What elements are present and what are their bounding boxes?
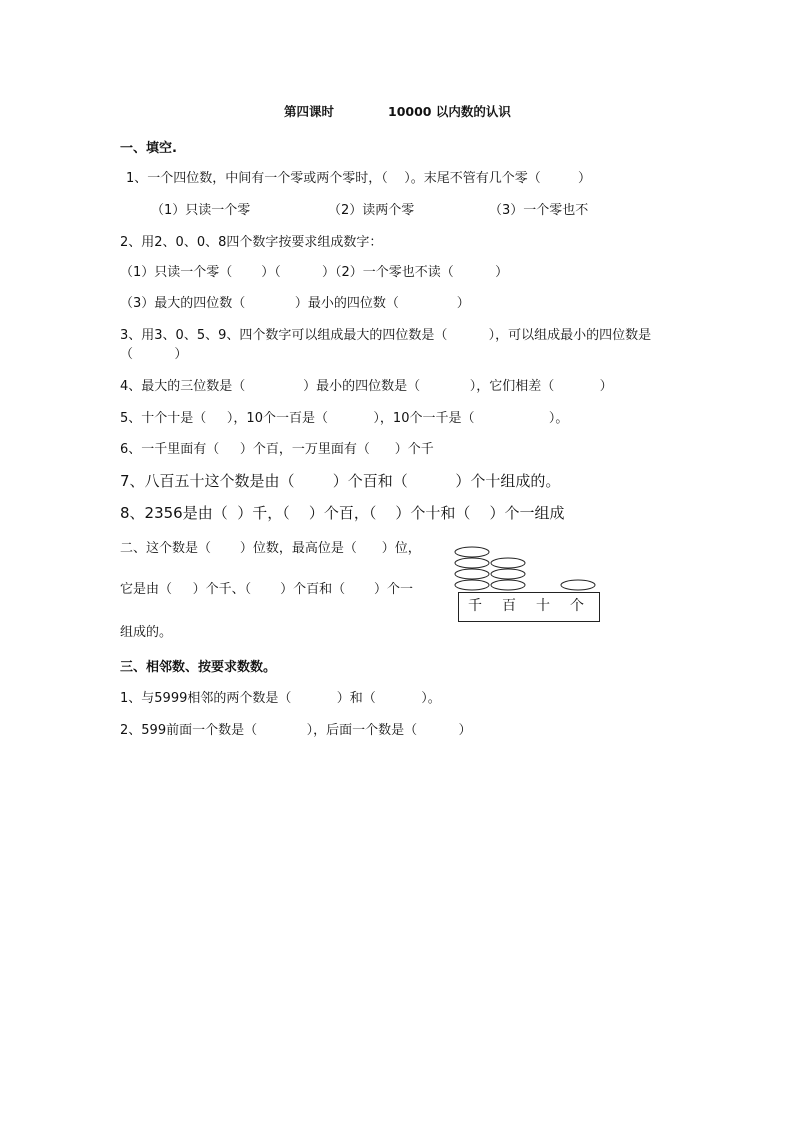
q1-option-b: （2）读两个零 [328, 203, 415, 218]
q1-option-a: （1）只读一个零 [151, 203, 251, 218]
question-4: 4、最大的三位数是（ ）最小的四位数是（ ），它们相差（ ） [120, 379, 613, 394]
question-8: 8、2356是由（ ）千，（ ）个百，（ ）个十和（ ）个一组成 [120, 504, 565, 522]
bead-ones [561, 580, 595, 590]
section2-line-2: 它是由（ ）个千、（ ）个百和（ ）个一 [120, 582, 414, 597]
topic-title: 10000 以内数的认识 [388, 104, 511, 119]
bead-thousands [455, 547, 489, 557]
question-3: 3、用3、0、5、9、四个数字可以组成最大的四位数是（ ），可以组成最小的四位数是 [120, 328, 652, 343]
question-2: 2、用2、0、0、8四个数字按要求组成数字： [120, 235, 383, 250]
section1-heading: 一、填空. [120, 141, 177, 156]
bead-hundreds [491, 569, 525, 579]
place-label-tens: 十 [536, 598, 550, 614]
place-value-counter [450, 538, 610, 628]
section2-line-1: 二、这个数是（ ）位数，最高位是（ ）位， [120, 541, 421, 556]
question-1: 1、一个四位数，中间有一个零或两个零时，（ ）。末尾不管有几个零（ ） [126, 171, 591, 186]
bead-thousands [455, 580, 489, 590]
q1-option-c: （3）一个零也不 [489, 203, 589, 218]
section2-line-3: 组成的。 [120, 625, 173, 640]
section3-question-1: 1、与5999相邻的两个数是（ ）和（ ）。 [120, 691, 441, 706]
bead-thousands [455, 558, 489, 568]
q2-line-2: （3）最大的四位数（ ）最小的四位数（ ） [120, 296, 470, 311]
section3-heading: 三、相邻数、按要求数数。 [120, 660, 277, 675]
bead-thousands [455, 569, 489, 579]
q2-line-1: （1）只读一个零（ ）（ ）（2）一个零也不读（ ） [120, 265, 509, 280]
lesson-title: 第四课时 [284, 104, 335, 119]
question-5: 5、十个十是（ ），10个一百是（ ），10个一千是（ ）。 [120, 411, 569, 426]
question-3-cont: （ ） [120, 347, 188, 362]
question-7: 7、八百五十这个数是由（ ）个百和（ ）个十组成的。 [120, 472, 561, 490]
beads [450, 538, 610, 598]
place-label-thousands: 千 [468, 598, 482, 614]
question-6: 6、一千里面有（ ）个百，一万里面有（ ）个千 [120, 442, 434, 457]
bead-hundreds [491, 558, 525, 568]
bead-hundreds [491, 580, 525, 590]
section3-question-2: 2、599前面一个数是（ ），后面一个数是（ ） [120, 723, 472, 738]
place-label-ones: 个 [570, 598, 584, 614]
place-label-hundreds: 百 [502, 598, 516, 614]
